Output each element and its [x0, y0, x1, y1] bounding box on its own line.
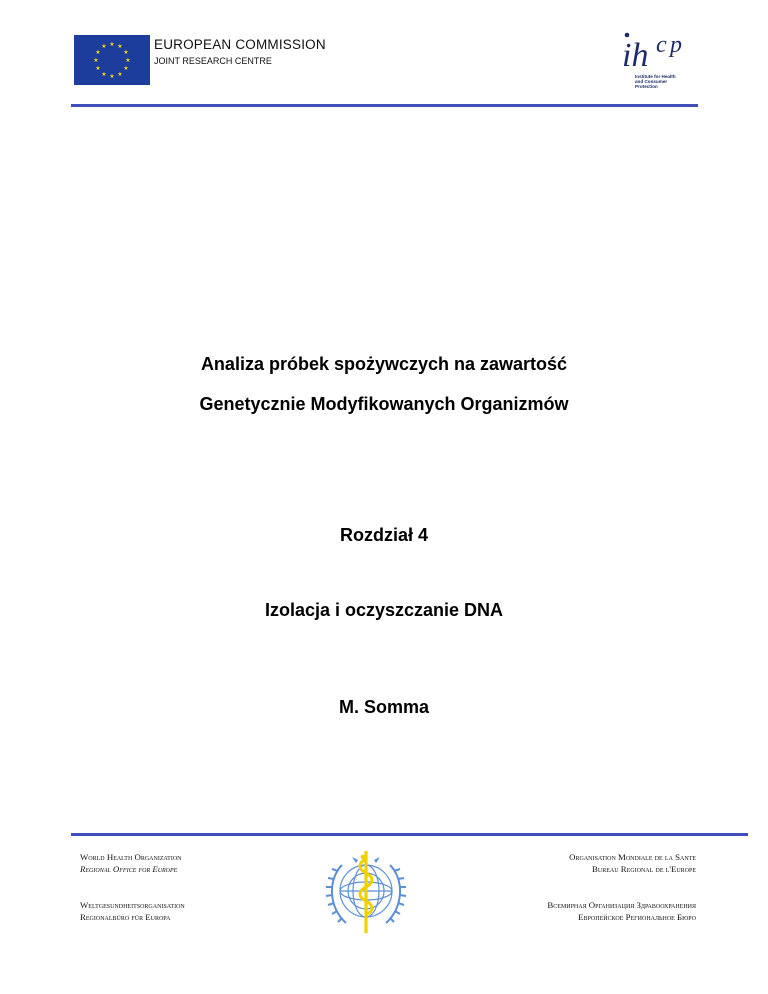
- ihcp-logo: [612, 30, 700, 96]
- who-office-en: Regional Office for Europe: [80, 864, 178, 874]
- svg-text:p: p: [670, 32, 682, 58]
- svg-text:★: ★: [117, 43, 123, 50]
- svg-text:★: ★: [123, 65, 129, 72]
- title-line-2: Genetycznie Modyfikowanych Organizmów: [199, 394, 569, 414]
- ec-name: EUROPEAN COMMISSION: [154, 37, 326, 52]
- svg-text:★: ★: [101, 43, 107, 50]
- european-commission-logo: [74, 35, 324, 85]
- page-header: [0, 0, 768, 110]
- ihcp-caption: Institute for Health and Consumer Protection: [635, 74, 676, 90]
- who-footer-english: [80, 851, 182, 875]
- svg-text:ih: ih: [622, 37, 649, 74]
- eu-flag-icon: [74, 35, 150, 85]
- author: M. Somma: [338, 697, 430, 717]
- svg-text:★: ★: [117, 71, 123, 78]
- svg-text:★: ★: [123, 49, 129, 56]
- header-divider: [71, 104, 698, 107]
- svg-text:★: ★: [93, 57, 99, 64]
- svg-text:★: ★: [95, 49, 101, 56]
- who-office-ru: Европейское Региональное Бюро: [578, 912, 696, 922]
- svg-text:c: c: [656, 32, 667, 58]
- ec-logo-text: [154, 35, 324, 85]
- who-footer-german: [80, 899, 185, 923]
- who-footer-french: [569, 851, 696, 875]
- chapter-title: Izolacja i oczyszczanie DNA: [264, 600, 504, 620]
- title-line-1: Analiza próbek spożywczych na zawartość: [200, 354, 568, 374]
- svg-text:★: ★: [109, 73, 115, 80]
- who-emblem-icon: [320, 845, 412, 937]
- who-org-ru: Всемирная Организация Здравоохранения: [547, 900, 696, 910]
- ihcp-wordmark-icon: [612, 30, 700, 74]
- svg-text:★: ★: [101, 71, 107, 78]
- footer-divider: [71, 833, 748, 836]
- svg-text:★: ★: [109, 41, 115, 48]
- svg-text:★: ★: [125, 57, 131, 64]
- who-office-de: Regionalbüro für Europa: [80, 912, 171, 922]
- who-org-en: World Health Organization: [80, 852, 182, 862]
- who-org-de: Weltgesundheitsorganisation: [80, 900, 185, 910]
- svg-text:★: ★: [95, 65, 101, 72]
- who-org-fr: Organisation Mondiale de la Sante: [569, 852, 696, 862]
- chapter-number: Rozdział 4: [339, 525, 428, 545]
- jrc-name: JOINT RESEARCH CENTRE: [154, 56, 272, 66]
- who-office-fr: Bureau Regional de l'Europe: [592, 864, 696, 874]
- who-footer-russian: [547, 899, 696, 923]
